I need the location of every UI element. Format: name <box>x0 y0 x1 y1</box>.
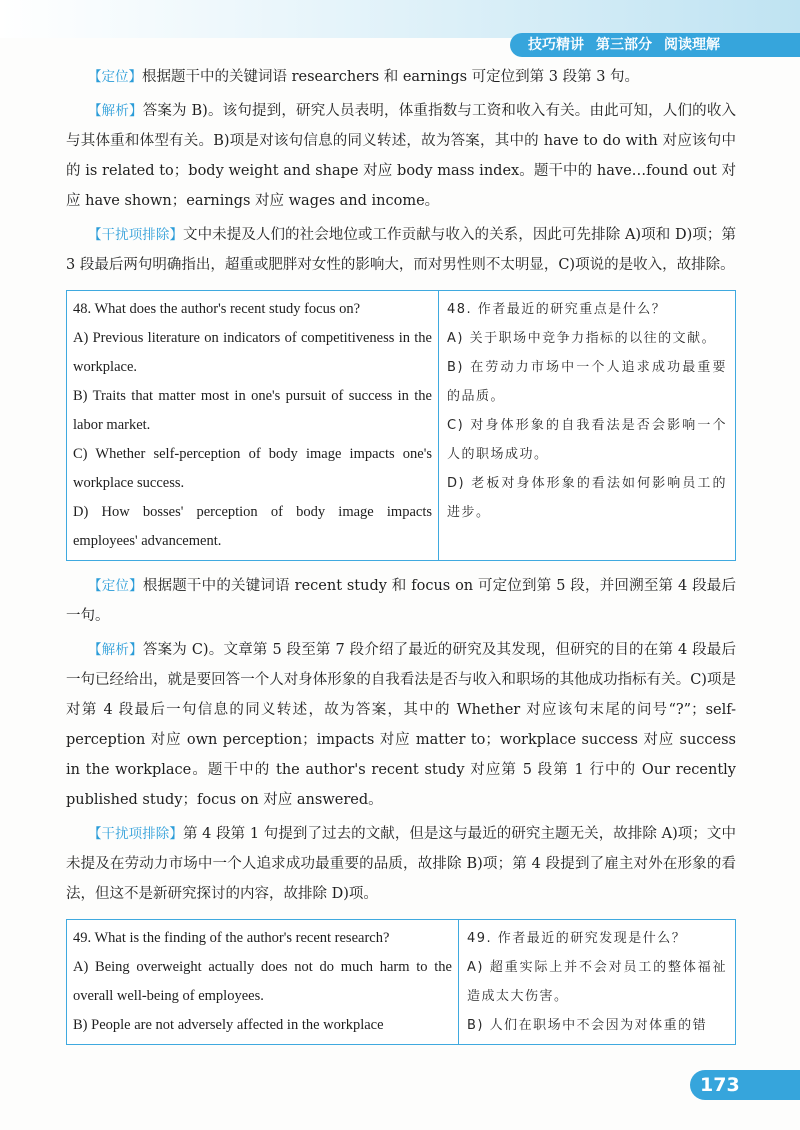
page-number: 173 <box>700 1074 740 1096</box>
distractor-tag: 【干扰项排除】 <box>88 227 184 243</box>
section-header <box>510 33 800 57</box>
locate-tag: 【定位】 <box>88 69 142 85</box>
distractor-text: 第 4 段第 1 句提到了过去的文献，但是这与最近的研究主题无关，故排除 A)项；文中未提及在劳动力市场中一个人追求成功最重要的品质，故排除 B)项；第 4 段提到了雇主对外在形象的看法，但这不是新研究探讨的内容，故排除 D)项。 <box>66 826 736 902</box>
question-48-option-a-zh: A) 关于职场中竞争力指标的以往的文献。 <box>447 331 717 346</box>
question-48-option-c-en: C) Whether self-perception of body image impacts one's workplace success. <box>73 446 432 491</box>
question-49-chinese <box>459 920 735 1044</box>
question-48-option-d-zh: D) 老板对身体形象的看法如何影响员工的进步。 <box>447 476 727 520</box>
question-48-option-a-en: A) Previous literature on indicators of competitiveness in the workplace. <box>73 330 432 375</box>
block1-analysis <box>66 96 736 216</box>
page-number-tab <box>690 1070 800 1100</box>
analysis-text: 答案为 B)。该句提到，研究人员表明，体重指数与工资和收入有关。由此可知，人们的收入与其体重和体型有关。B)项是对该句信息的同义转述，故为答案，其中的 have to do with 对应该句中的 is related to；body weight and shape 对应 body mass index。题干中的 have…found out 对应 have shown；earnings 对应 wages and income。 <box>66 103 737 209</box>
question-49-option-b-zh: B) 人们在职场中不会因为对体重的错 <box>467 1018 708 1033</box>
analysis-tag: 【解析】 <box>88 642 143 658</box>
analysis-text: 答案为 C)。文章第 5 段至第 7 段介绍了最近的研究及其发现，但研究的目的在第 4 段最后一句已经给出，就是要回答一个人对身体形象的自我看法是否与收入和职场的其他成功指标有关。C)项是对第 4 段最后一句信息的同义转述，故为答案，其中的 Whether 对应该句末尾的问号“?”；self-perception 对应 own perception；impacts 对应 matter to；workplace success 对应 success in the workplace。题干中的 the author's recent study 对应第 5 段第 1 行中的 Our recently published study；focus on 对应 answered。 <box>66 642 736 808</box>
question-49-stem-zh: 49. 作者最近的研究发现是什么？ <box>467 931 687 946</box>
question-49-box <box>66 919 736 1045</box>
block2-analysis <box>66 635 736 815</box>
analysis-tag: 【解析】 <box>88 103 143 119</box>
page-content <box>66 62 736 1055</box>
header-section1: 技巧精讲 <box>528 37 584 53</box>
question-49-option-a-zh: A) 超重实际上并不会对员工的整体福祉造成太大伤害。 <box>467 960 727 1004</box>
locate-text: 根据题干中的关键词语 recent study 和 focus on 可定位到第 5 段，并回溯至第 4 段最后一句。 <box>66 578 736 624</box>
question-48-stem-zh: 48. 作者最近的研究重点是什么？ <box>447 302 667 317</box>
question-48-stem-en: 48. What does the author's recent study focus on? <box>73 301 361 317</box>
distractor-text: 文中未提及人们的社会地位或工作贡献与收入的关系，因此可先排除 A)项和 D)项；第 3 段最后两句明确指出，超重或肥胖对女性的影响大，而对男性则不太明显，C)项说的是收入，故排除。 <box>66 227 736 273</box>
question-48-option-c-zh: C) 对身体形象的自我看法是否会影响一个人的职场成功。 <box>447 418 727 462</box>
question-49-option-b-en: B) People are not adversely affected in the workplace <box>73 1017 384 1033</box>
header-section2: 第三部分 <box>596 37 652 53</box>
question-49-option-a-en: A) Being overweight actually does not do much harm to the overall well-being of employees. <box>73 959 452 1004</box>
question-48-english <box>67 291 439 560</box>
block2-locate <box>66 571 736 631</box>
question-48-option-b-zh: B) 在劳动力市场中一个人追求成功最重要的品质。 <box>447 360 727 404</box>
question-49-stem-en: 49. What is the finding of the author's recent research? <box>73 930 390 946</box>
block1-distractor <box>66 220 736 280</box>
question-48-chinese <box>439 291 735 560</box>
question-48-box <box>66 290 736 561</box>
block1-locate <box>66 62 736 92</box>
header-section3: 阅读理解 <box>664 37 720 53</box>
question-49-english <box>67 920 459 1044</box>
locate-tag: 【定位】 <box>88 578 143 594</box>
question-48-option-d-en: D) How bosses' perception of body image impacts employees' advancement. <box>73 504 432 549</box>
block2-distractor <box>66 819 736 909</box>
question-48-option-b-en: B) Traits that matter most in one's pursuit of success in the labor market. <box>73 388 432 433</box>
locate-text: 根据题干中的关键词语 researchers 和 earnings 可定位到第 3 段第 3 句。 <box>142 69 640 85</box>
distractor-tag: 【干扰项排除】 <box>88 826 183 842</box>
